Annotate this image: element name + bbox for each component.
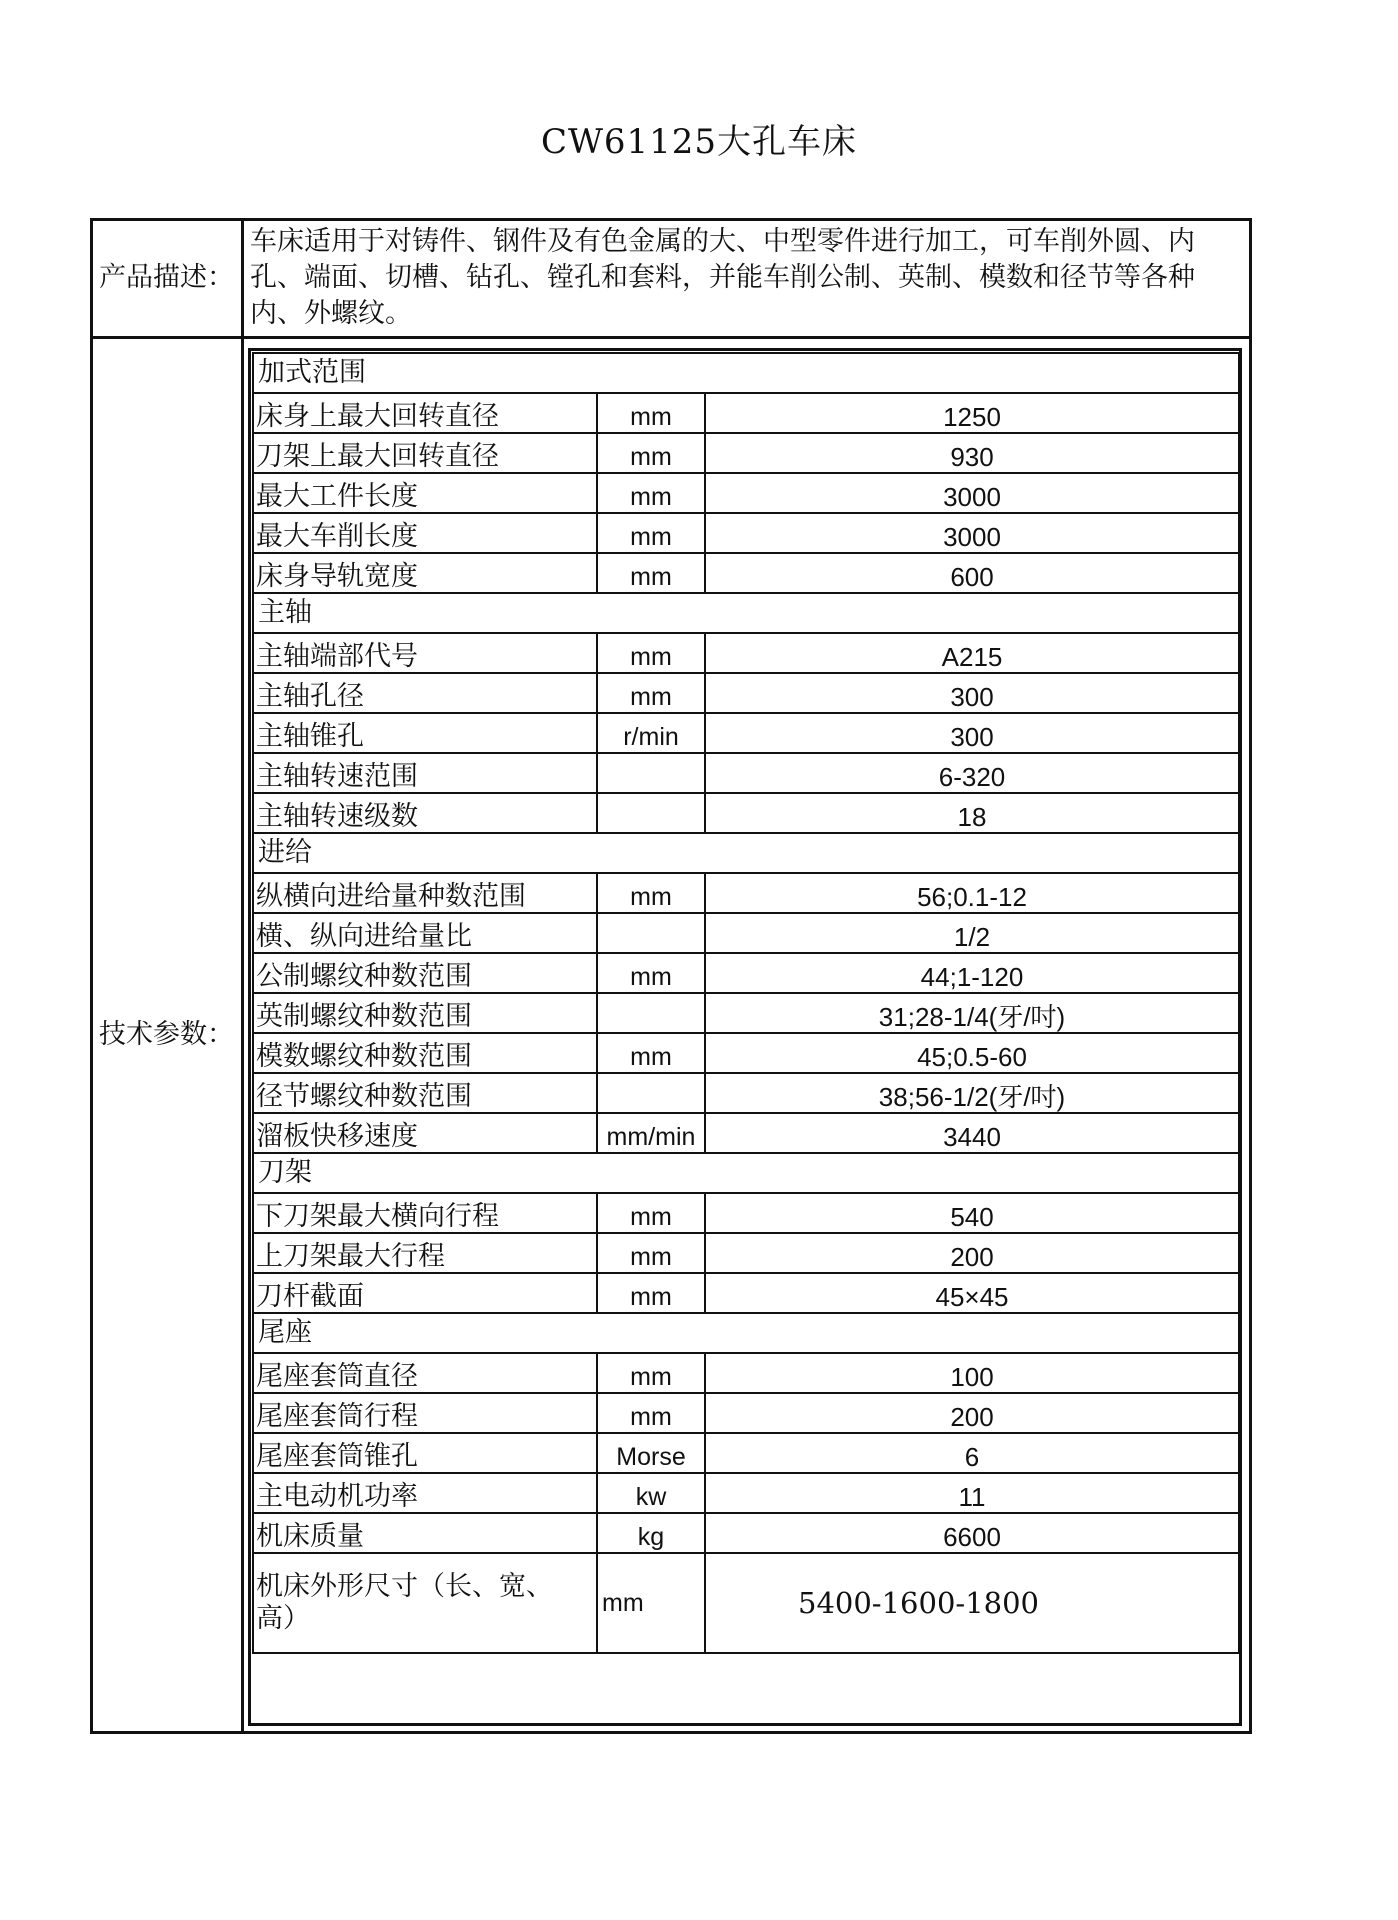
- spec-unit: mm: [597, 1193, 705, 1233]
- spec-row: [253, 393, 1239, 433]
- spec-name: 尾座套筒直径: [253, 1353, 597, 1393]
- spec-unit: mm: [597, 1033, 705, 1073]
- spec-value: 540: [705, 1193, 1239, 1233]
- spec-row: [253, 673, 1239, 713]
- spec-row: [253, 1433, 1239, 1473]
- spec-value: 600: [705, 553, 1239, 593]
- spec-unit: mm: [597, 553, 705, 593]
- spec-unit: kg: [597, 1513, 705, 1553]
- section-header-row: [253, 593, 1239, 633]
- spec-value: 45;0.5-60: [705, 1033, 1239, 1073]
- spec-value: 45×45: [705, 1273, 1239, 1313]
- product-description-label: 产品描述：: [99, 262, 234, 293]
- spec-unit: mm: [597, 873, 705, 913]
- spec-row: [253, 1033, 1239, 1073]
- spec-value: 3000: [705, 513, 1239, 553]
- spec-name: 主轴转速范围: [253, 753, 597, 793]
- spec-unit: mm: [597, 1233, 705, 1273]
- section-title: 进给: [253, 833, 1239, 873]
- spec-row: [253, 1273, 1239, 1313]
- section-header-row: [253, 1313, 1239, 1353]
- section-header-row: [253, 1153, 1239, 1193]
- spec-value: 300: [705, 673, 1239, 713]
- spec-row: [253, 433, 1239, 473]
- spec-value: 3440: [705, 1113, 1239, 1153]
- spec-name: 英制螺纹种数范围: [253, 993, 597, 1033]
- section-title: 刀架: [253, 1153, 1239, 1193]
- spec-unit: [597, 1073, 705, 1113]
- spec-value: 1250: [705, 393, 1239, 433]
- spec-name: 主轴孔径: [253, 673, 597, 713]
- spec-value: 200: [705, 1233, 1239, 1273]
- spec-name: 机床外形尺寸（长、宽、高）: [253, 1553, 597, 1653]
- spec-unit: mm: [597, 633, 705, 673]
- spec-value: 930: [705, 433, 1239, 473]
- spec-row: [253, 1553, 1239, 1653]
- spec-name: 床身导轨宽度: [253, 553, 597, 593]
- spec-value: 38;56-1/2(牙/吋): [705, 1073, 1239, 1113]
- spec-row: [253, 993, 1239, 1033]
- spec-unit: [597, 753, 705, 793]
- spec-row: [253, 633, 1239, 673]
- spec-value: 6: [705, 1433, 1239, 1473]
- spec-unit: mm: [597, 673, 705, 713]
- section-title: 尾座: [253, 1313, 1239, 1353]
- spec-name: 床身上最大回转直径: [253, 393, 597, 433]
- spec-unit: mm: [597, 1353, 705, 1393]
- spec-value: 1/2: [705, 913, 1239, 953]
- spec-value: 5400-1600-1800: [705, 1553, 1239, 1653]
- spec-unit: mm: [597, 473, 705, 513]
- spec-value: 3000: [705, 473, 1239, 513]
- spec-name: 刀架上最大回转直径: [253, 433, 597, 473]
- spec-unit: mm: [597, 513, 705, 553]
- spec-name: 上刀架最大行程: [253, 1233, 597, 1273]
- spec-name: 机床质量: [253, 1513, 597, 1553]
- section-header-row: [253, 833, 1239, 873]
- spec-unit: Morse: [597, 1433, 705, 1473]
- spec-row: [253, 953, 1239, 993]
- spec-unit: kw: [597, 1473, 705, 1513]
- spec-value: 200: [705, 1393, 1239, 1433]
- spec-value: 44;1-120: [705, 953, 1239, 993]
- spec-name: 主轴锥孔: [253, 713, 597, 753]
- spec-table-body: [253, 353, 1239, 1653]
- section-title: 主轴: [253, 593, 1239, 633]
- spec-unit: mm: [597, 1273, 705, 1313]
- spec-value: 6600: [705, 1513, 1239, 1553]
- spec-row: [253, 873, 1239, 913]
- spec-value: 6-320: [705, 753, 1239, 793]
- spec-unit: [597, 913, 705, 953]
- spec-name: 尾座套筒锥孔: [253, 1433, 597, 1473]
- spec-table: [252, 352, 1240, 1654]
- spec-unit: mm: [597, 953, 705, 993]
- description-row-divider: [90, 336, 1252, 339]
- spec-row: [253, 473, 1239, 513]
- product-description-text: 车床适用于对铸件、钢件及有色金属的大、中型零件进行加工，可车削外圆、内孔、端面、切槽、钻孔、镗孔和套料，并能车削公制、英制、模数和径节等各种内、外螺纹。: [250, 226, 1195, 329]
- spec-name: 主轴转速级数: [253, 793, 597, 833]
- spec-unit: [597, 793, 705, 833]
- spec-name: 溜板快移速度: [253, 1113, 597, 1153]
- spec-row: [253, 553, 1239, 593]
- spec-unit: mm: [597, 433, 705, 473]
- spec-unit: mm: [597, 1553, 705, 1653]
- spec-value: 31;28-1/4(牙/吋): [705, 993, 1239, 1033]
- spec-unit: mm: [597, 1393, 705, 1433]
- spec-row: [253, 1113, 1239, 1153]
- spec-name: 下刀架最大横向行程: [253, 1193, 597, 1233]
- spec-name: 径节螺纹种数范围: [253, 1073, 597, 1113]
- spec-row: [253, 1513, 1239, 1553]
- spec-name: 模数螺纹种数范围: [253, 1033, 597, 1073]
- spec-unit: mm: [597, 393, 705, 433]
- spec-value: A215: [705, 633, 1239, 673]
- spec-value: 18: [705, 793, 1239, 833]
- spec-name: 公制螺纹种数范围: [253, 953, 597, 993]
- spec-row: [253, 753, 1239, 793]
- spec-unit: r/min: [597, 713, 705, 753]
- spec-row: [253, 793, 1239, 833]
- spec-row: [253, 713, 1239, 753]
- label-column-divider: [241, 218, 244, 1734]
- section-header-row: [253, 353, 1239, 393]
- spec-row: [253, 1353, 1239, 1393]
- spec-unit: [597, 993, 705, 1033]
- document-title: CW61125大孔车床: [540, 122, 858, 162]
- spec-value: 100: [705, 1353, 1239, 1393]
- spec-row: [253, 1473, 1239, 1513]
- spec-name: 纵横向进给量种数范围: [253, 873, 597, 913]
- section-title: 加式范围: [253, 353, 1239, 393]
- spec-row: [253, 1073, 1239, 1113]
- spec-value: 56;0.1-12: [705, 873, 1239, 913]
- spec-name: 主轴端部代号: [253, 633, 597, 673]
- spec-row: [253, 1193, 1239, 1233]
- spec-unit: mm/min: [597, 1113, 705, 1153]
- spec-name: 尾座套筒行程: [253, 1393, 597, 1433]
- technical-parameters-label: 技术参数：: [99, 1019, 234, 1050]
- spec-value: 11: [705, 1473, 1239, 1513]
- spec-name: 横、纵向进给量比: [253, 913, 597, 953]
- spec-row: [253, 1393, 1239, 1433]
- spec-name: 最大工件长度: [253, 473, 597, 513]
- spec-name: 刀杆截面: [253, 1273, 597, 1313]
- spec-row: [253, 1233, 1239, 1273]
- spec-row: [253, 513, 1239, 553]
- spec-name: 主电动机功率: [253, 1473, 597, 1513]
- spec-row: [253, 913, 1239, 953]
- spec-name: 最大车削长度: [253, 513, 597, 553]
- spec-value: 300: [705, 713, 1239, 753]
